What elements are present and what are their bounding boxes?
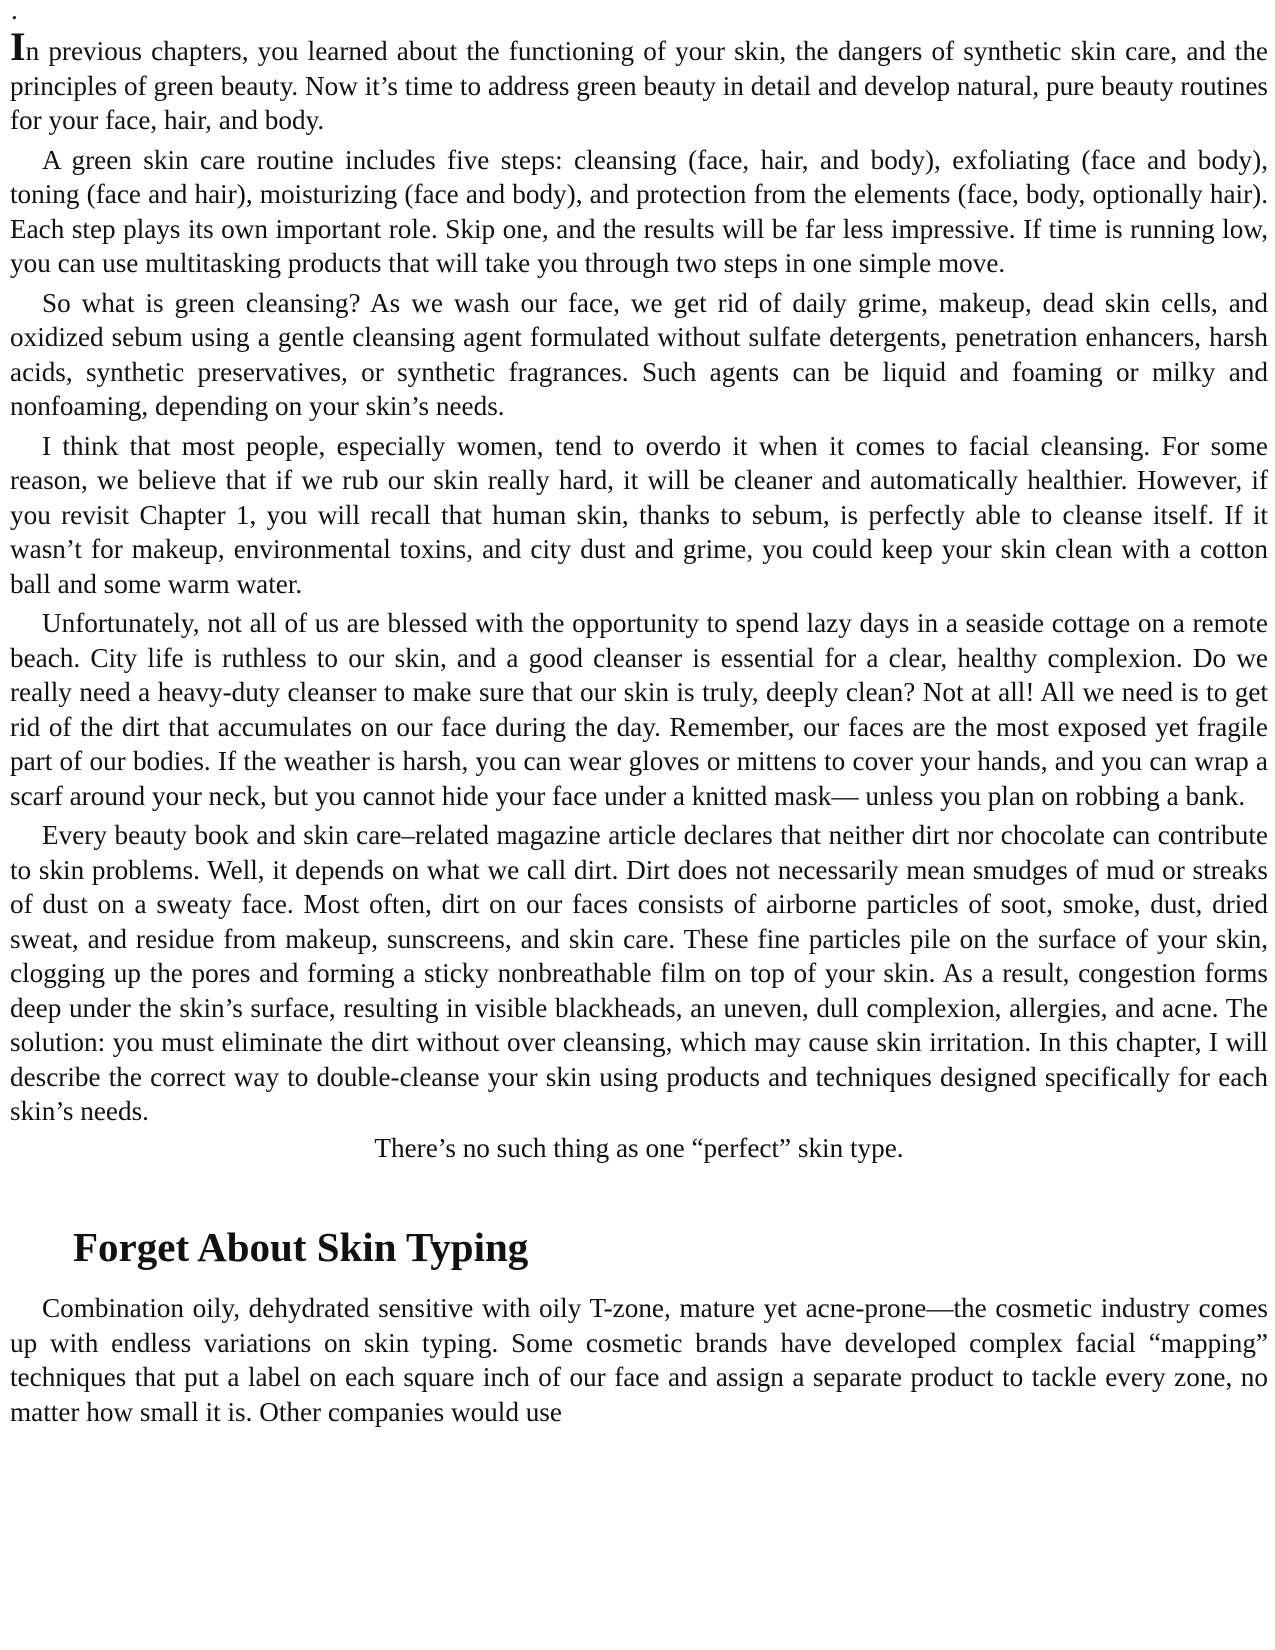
- body-paragraph-routine-steps: A green skin care routine includes five steps: cleansing (face, hair, and body), exfoliating (face and body), toning (face and hair), moisturizing (face and body), and protection from the elements (face, body, optionally hair). Each step plays its own important role. Skip one, and the results will be far less impressive. If time is running low, you can use multitasking products that will take you through two steps in one simple move.: [10, 144, 1268, 278]
- intro-paragraph: [10, 0, 1268, 138]
- section-paragraph: Combination oily, dehydrated sensitive with oily T-zone, mature yet acne-prone—the cosmetic industry comes up with endless variations on skin typing. Some cosmetic brands have developed complex facial “mapping” techniques that put a label on each square inch of our face and assign a separate product to tackle every zone, no matter how small it is. Other companies would use: [10, 1293, 1268, 1427]
- body-paragraph-overcleansing: I think that most people, especially women, tend to overdo it when it comes to facial cleansing. For some reason, we believe that if we rub our skin really hard, it will be cleaner and automatically healthier. However, if you revisit Chapter 1, you will recall that human skin, thanks to sebum, is perfectly able to cleanse itself. If it wasn’t for makeup, environmental toxins, and city dust and grime, you could keep your skin clean with a cotton ball and some warm water.: [10, 430, 1268, 599]
- book-page: [10, 0, 1268, 1429]
- body-paragraph-green-cleansing: So what is green cleansing? As we wash our face, we get rid of daily grime, makeup, dead skin cells, and oxidized sebum using a gentle cleansing agent formulated without sulfate detergents, penetration enhancers, harsh acids, synthetic preservatives, or synthetic fragrances. Such agents can be liquid and foaming or milky and nonfoaming, depending on your skin’s needs.: [10, 287, 1268, 421]
- body-paragraph-city-life: Unfortunately, not all of us are blessed with the opportunity to spend lazy days in a seaside cottage on a remote beach. City life is ruthless to our skin, and a good cleanser is essential for a clear, healthy complexion. Do we really need a heavy-duty cleanser to make sure that our skin is truly, deeply clean? Not at all! All we need is to get rid of the dirt that accumulates on our face during the day. Remember, our faces are the most exposed yet fragile part of our bodies. If the weather is harsh, you can wear gloves or mittens to cover your hands, and you can wrap a scarf around your neck, but you cannot hide your face under a knitted mask— unless you plan on robbing a bank.: [10, 608, 1268, 811]
- body-paragraph-dirt: Every beauty book and skin care–related magazine article declares that neither dirt nor chocolate can contribute to skin problems. Well, it depends on what we call dirt. Dirt does not necessarily mean smudges of mud or streaks of dust on a sweaty face. Most often, dirt on our faces consists of airborne particles of soot, smoke, dust, dried sweat, and residue from makeup, sunscreens, and skin care. These fine particles pile on the surface of your skin, clogging up the pores and forming a sticky nonbreathable film on top of your skin. As a result, congestion forms deep under the skin’s surface, resulting in visible blackheads, an uneven, dull complexion, allergies, and acne. The solution: you must eliminate the dirt without over cleansing, which may cause skin irritation. In this chapter, I will describe the correct way to double-cleanse your skin using products and techniques designed specifically for each skin’s needs.: [10, 820, 1268, 1126]
- intro-text: n previous chapters, you learned about the functioning of your skin, the dangers of synthetic skin care, and the principles of green beauty. Now it’s time to address green beauty in detail and develop natural, pure beauty routines for your face, hair, and body.: [10, 36, 1268, 135]
- pull-quote: There’s no such thing as one “perfect” skin type.: [374, 1132, 904, 1163]
- drop-cap-ornament: .: [11, 0, 18, 25]
- section-heading: Forget About Skin Typing: [73, 1224, 529, 1270]
- drop-cap-letter: I: [10, 24, 26, 69]
